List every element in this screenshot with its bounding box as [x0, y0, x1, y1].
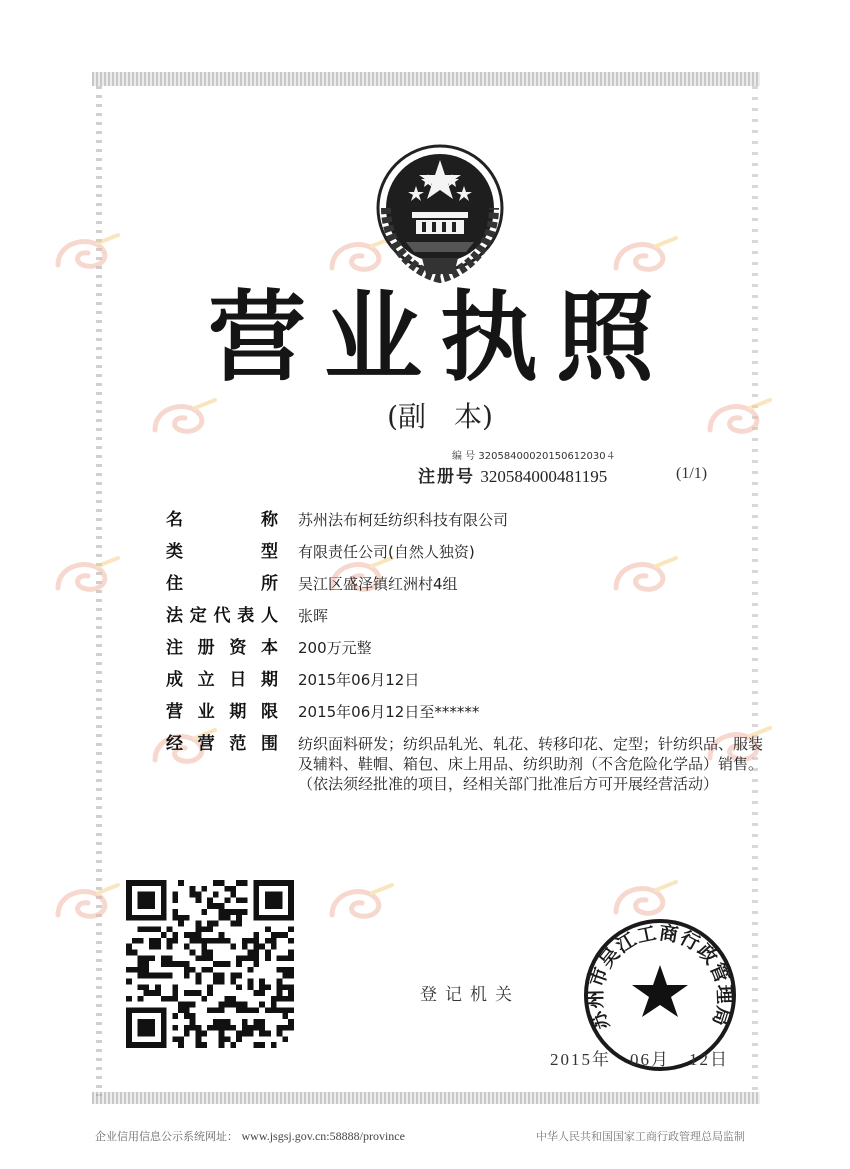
registration-authority-label: 登记机关: [420, 985, 520, 1005]
registration-label: 注册号: [418, 467, 475, 487]
field-label-char: 名: [166, 510, 183, 530]
page-count: (1/1): [676, 465, 708, 482]
field-label-char: 资: [229, 638, 247, 658]
serial-label: 编 号: [452, 451, 476, 462]
watermark-swirl-icon: [606, 228, 686, 284]
field-label-char: 法: [166, 606, 183, 626]
registration-value: 320584000481195: [480, 467, 608, 486]
field-label-char: 本: [260, 638, 278, 658]
field-row-address: [166, 569, 766, 601]
field-label-char: 立: [197, 670, 215, 690]
field-label: [166, 729, 278, 759]
field-row-registered-capital: [166, 633, 766, 665]
qr-code[interactable]: [126, 880, 294, 1048]
footer-issuer: 中华人民共和国国家工商行政管理总局监制: [536, 1130, 745, 1143]
seal-text: 苏州市吴江工商行政管理局: [584, 921, 736, 1034]
field-value: 有限责任公司(自然人独资): [298, 543, 475, 561]
field-value: 200万元整: [298, 639, 372, 657]
field-label: [166, 697, 278, 727]
field-label-char: 限: [260, 702, 278, 722]
field-label-char: 经: [166, 734, 183, 754]
field-label: [166, 505, 278, 535]
watermark-swirl-icon: [700, 390, 780, 446]
field-value: 吴江区盛泽镇红洲村4组: [298, 575, 458, 593]
document-title: 营业执照: [207, 281, 672, 395]
watermark-swirl-icon: [145, 390, 225, 446]
field-label-char: 范: [229, 734, 247, 754]
field-label-char: 定: [189, 606, 207, 626]
top-border-pattern: [92, 72, 760, 86]
footer-website: [95, 1128, 405, 1144]
document-subtitle: (副 本): [387, 400, 493, 433]
field-row-name: [166, 505, 766, 537]
field-label: [166, 537, 278, 567]
field-label-char: 人: [261, 606, 278, 626]
field-label-char: 册: [197, 638, 215, 658]
field-label-char: 营: [197, 734, 215, 754]
field-label-char: 注: [166, 638, 183, 658]
field-label-char: 住: [166, 574, 183, 594]
field-label: [166, 665, 278, 695]
field-label-char: 成: [166, 670, 183, 690]
field-value: 张晖: [298, 607, 329, 625]
star-icon: [632, 965, 688, 1017]
watermark-swirl-icon: [48, 225, 128, 281]
field-label-char: 期: [229, 702, 247, 722]
field-value: 2015年06月12日: [298, 671, 420, 689]
field-row-business-term: [166, 697, 766, 729]
watermark-swirl-icon: [48, 548, 128, 604]
field-label-char: 业: [197, 702, 215, 722]
national-emblem-icon: [376, 138, 504, 288]
field-label-char: 类: [166, 542, 183, 562]
field-value: 2015年06月12日至******: [298, 703, 480, 721]
field-label-char: 代: [213, 606, 231, 626]
watermark-swirl-icon: [322, 875, 402, 931]
field-label-char: 围: [260, 734, 278, 754]
field-value: 苏州法布柯廷纺织科技有限公司: [298, 511, 509, 529]
field-label: [166, 633, 278, 663]
field-label-char: 所: [261, 574, 278, 594]
license-fields: [166, 505, 766, 839]
field-row-establishment-date: [166, 665, 766, 697]
field-label-char: 期: [260, 670, 278, 690]
issue-date: 2015年 06月 12日: [550, 1050, 729, 1069]
field-label-char: 营: [166, 702, 183, 722]
field-row-business-scope: [166, 729, 766, 839]
bottom-border-pattern: [92, 1092, 760, 1104]
field-label-char: 称: [261, 510, 278, 530]
field-label: [166, 601, 278, 631]
watermark-swirl-icon: [48, 875, 128, 931]
field-label-char: 日: [229, 670, 247, 690]
field-label-char: 型: [261, 542, 278, 562]
serial-value: 32058400020150612030４: [478, 451, 616, 462]
field-value: 纺织面料研发；纺织品轧光、轧花、转移印花、定型；针纺织品、服装及辅料、鞋帽、箱包、床上用品、纺织助剂（不含危险化学品）销售。（依法须经批准的项目，经相关部门批准后方可开展经营活动）: [298, 735, 764, 793]
field-row-type: [166, 537, 766, 569]
serial-number: [452, 447, 616, 462]
field-row-legal-representative: [166, 601, 766, 633]
field-label-char: 表: [237, 606, 255, 626]
footer-website-label: 企业信用信息公示系统网址：: [95, 1130, 238, 1143]
registration-number: [418, 462, 607, 487]
footer-url-link[interactable]: www.jsgsj.gov.cn:58888/province: [241, 1129, 405, 1143]
field-label: [166, 569, 278, 599]
